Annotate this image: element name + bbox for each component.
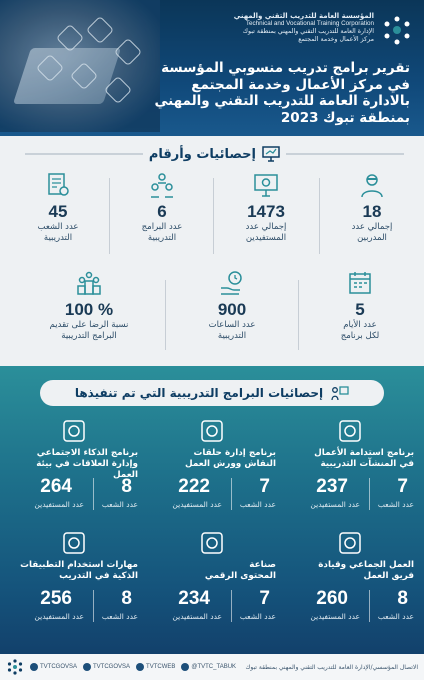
program-name-line: الذكية في التدريب	[59, 571, 138, 581]
program-name-line: برنامج استدامة الأعمال	[314, 448, 414, 458]
divider	[369, 478, 370, 510]
group-icon	[149, 172, 175, 198]
tvtc-footer-logo-icon	[6, 658, 24, 676]
divider	[298, 280, 299, 350]
title-divider	[286, 153, 404, 155]
stat-sections	[14, 172, 102, 244]
stat-number: 18	[362, 202, 382, 221]
footer-handle: @TVTC_TABUK	[191, 664, 237, 670]
org-name-en: Technical and Vocational Training Corporation	[245, 20, 374, 27]
program-name-line: برنامج الذكاء الاجتماعي	[36, 448, 138, 458]
title-line-3: بالادارة العامة للتدريب التقني والمهني	[154, 93, 410, 109]
divider	[231, 478, 232, 510]
stat-number: 6	[157, 202, 167, 221]
program-name	[286, 560, 414, 582]
stat-label: إجمالي عدد	[351, 222, 393, 232]
stat-label: عدد البرامج	[141, 222, 183, 232]
program-beneficiaries-count: 260	[316, 588, 348, 609]
hero-image	[0, 0, 160, 132]
gear-cycle-icon	[337, 418, 363, 444]
programs-title-text: إحصائيات البرامج التدريبية التي تم تنفيذها	[74, 386, 324, 400]
laptop-shape	[13, 48, 121, 104]
divider	[213, 178, 214, 254]
divider	[93, 590, 94, 622]
stats-title-text: إحصائيات وأرقام	[148, 146, 256, 162]
divider	[319, 178, 320, 254]
program-card	[148, 530, 276, 640]
hand-clock-icon	[219, 270, 245, 296]
stat-label: نسبة الرضا على تقديم	[49, 320, 129, 330]
stats-section	[0, 136, 424, 366]
stat-label: البرامج التدريبية	[61, 331, 117, 341]
stat-label: عدد الساعات	[208, 320, 256, 330]
document-gear-icon	[45, 172, 71, 198]
program-name-line: في المنشآت التدريبية	[320, 459, 414, 469]
program-name-line: العمل الجماعي وقيادة	[318, 560, 414, 570]
stats-section-title	[20, 142, 404, 166]
stat-number: 100 %	[64, 300, 114, 319]
program-name-line: صناعة	[249, 560, 276, 570]
program-name-line: وإدارة العلاقات في بيئة العمل	[36, 459, 138, 480]
calendar-icon	[347, 270, 373, 296]
title-divider	[25, 153, 143, 155]
program-beneficiaries-label: عدد المستفيدين	[172, 500, 222, 509]
program-sections-label: عدد الشعب	[239, 612, 276, 621]
program-sections-count: 7	[397, 476, 408, 497]
program-sections-label: عدد الشعب	[239, 500, 276, 509]
cloud-icon	[114, 38, 142, 66]
program-beneficiaries-label: عدد المستفيدين	[34, 612, 84, 621]
footer-handle: TVTCWEB	[146, 664, 176, 670]
program-name	[148, 560, 276, 582]
stat-number: 5	[355, 300, 365, 319]
tiktok-icon	[136, 663, 144, 671]
program-sections-label: عدد الشعب	[101, 612, 138, 621]
stat-hours	[180, 270, 284, 342]
stat-label: إجمالي عدد	[245, 222, 287, 232]
program-name	[10, 560, 138, 582]
program-name	[286, 448, 414, 470]
org-logo-block	[199, 12, 414, 56]
tvtc-logo-icon	[380, 14, 414, 48]
podium-people-icon	[76, 270, 102, 296]
program-name-line: النقاش وورش العمل	[185, 459, 276, 469]
footer-handle: TVTCGOVSA	[40, 664, 78, 670]
org-sub-2: مركز الأعمال وخدمة المجتمع	[298, 36, 374, 43]
program-sections-count: 8	[121, 588, 132, 609]
program-beneficiaries-label: عدد المستفيدين	[34, 500, 84, 509]
footer-social-2[interactable]	[136, 663, 175, 671]
program-name	[148, 448, 276, 470]
program-name-line: مهارات استخدام التطبيقات	[20, 560, 138, 570]
title-line-2: في مركز الأعمال وخدمة المجتمع	[191, 76, 410, 93]
people-network-icon	[61, 418, 87, 444]
divider	[165, 280, 166, 350]
program-name-line: فريق العمل	[363, 571, 414, 581]
program-beneficiaries-count: 234	[178, 588, 210, 609]
stat-label: المدربين	[357, 233, 387, 243]
programs-section-title	[40, 380, 384, 406]
stat-number: 45	[48, 202, 68, 221]
program-card	[10, 530, 138, 640]
stat-days	[310, 270, 410, 342]
digital-content-icon	[199, 530, 225, 556]
presentation-icon	[262, 146, 280, 162]
program-name	[10, 448, 138, 481]
footer-social-4[interactable]	[30, 663, 77, 671]
title-line-1: تقرير برامج تدريب منسوبي المؤسسة	[161, 60, 410, 76]
divider	[231, 590, 232, 622]
stat-satisfaction	[24, 270, 154, 342]
trainer-icon	[359, 172, 385, 198]
program-name-line: برنامج إدارة حلقات	[193, 448, 276, 458]
divider	[369, 590, 370, 622]
footer-contact: الاتصال المؤسسي/الإدارة العامة للتدريب التقني والمهني بمنطقة تبوك	[245, 663, 418, 671]
stat-label: عدد الشعب	[37, 222, 79, 232]
report-title	[140, 60, 410, 126]
x-twitter-icon	[181, 663, 189, 671]
program-sections-label: عدد الشعب	[101, 500, 138, 509]
stat-label: التدريبية	[43, 233, 73, 243]
stat-programs	[118, 172, 206, 244]
youtube-icon	[83, 663, 91, 671]
header	[0, 0, 424, 140]
program-beneficiaries-label: عدد المستفيدين	[172, 612, 222, 621]
chart-icon	[86, 16, 114, 44]
smart-apps-icon	[61, 530, 87, 556]
stat-trainers	[328, 172, 416, 244]
program-beneficiaries-count: 237	[316, 476, 348, 497]
divider	[93, 478, 94, 510]
program-sections-count: 8	[397, 588, 408, 609]
program-sections-count: 7	[259, 588, 270, 609]
program-sections-count: 7	[259, 476, 270, 497]
stat-number: 1473	[247, 202, 285, 221]
program-beneficiaries-label: عدد المستفيدين	[310, 612, 360, 621]
program-card	[286, 418, 414, 528]
stat-label: التدريبية	[147, 233, 177, 243]
program-card	[286, 530, 414, 640]
monitor-gear-icon	[253, 172, 279, 198]
program-card	[10, 418, 138, 528]
trainer-board-icon	[331, 385, 349, 401]
presentation-board-icon	[199, 418, 225, 444]
program-beneficiaries-count: 256	[40, 588, 72, 609]
stat-label: التدريبية	[217, 331, 247, 341]
stat-label: المستفيدين	[245, 233, 287, 243]
title-line-4: بمنطقة تبوك 2023	[280, 109, 410, 126]
org-name	[199, 12, 374, 44]
footer	[0, 654, 424, 680]
divider	[109, 178, 110, 254]
program-sections-count: 8	[121, 476, 132, 497]
globe-icon	[30, 663, 38, 671]
stat-label: عدد الأيام	[343, 320, 377, 330]
footer-social-1[interactable]	[181, 663, 236, 671]
program-beneficiaries-count: 264	[40, 476, 72, 497]
program-beneficiaries-count: 222	[178, 476, 210, 497]
org-name-ar: المؤسسة العامة للتدريب التقني والمهني	[233, 12, 374, 20]
programs-section	[0, 366, 424, 660]
program-beneficiaries-label: عدد المستفيدين	[310, 500, 360, 509]
stat-beneficiaries	[222, 172, 310, 244]
footer-social-3[interactable]	[83, 663, 130, 671]
program-card	[148, 418, 276, 528]
program-sections-label: عدد الشعب	[377, 500, 414, 509]
team-leadership-icon	[337, 530, 363, 556]
stat-number: 900	[217, 300, 247, 319]
footer-handle: TVTCGOVSA	[93, 664, 131, 670]
program-sections-label: عدد الشعب	[377, 612, 414, 621]
program-name-line: المحتوى الرقمي	[204, 571, 276, 581]
org-sub-1: الإدارة العامة للتدريب التقني والمهني بمنطقة تبوك	[242, 28, 374, 35]
stat-label: لكل برنامج	[340, 331, 380, 341]
